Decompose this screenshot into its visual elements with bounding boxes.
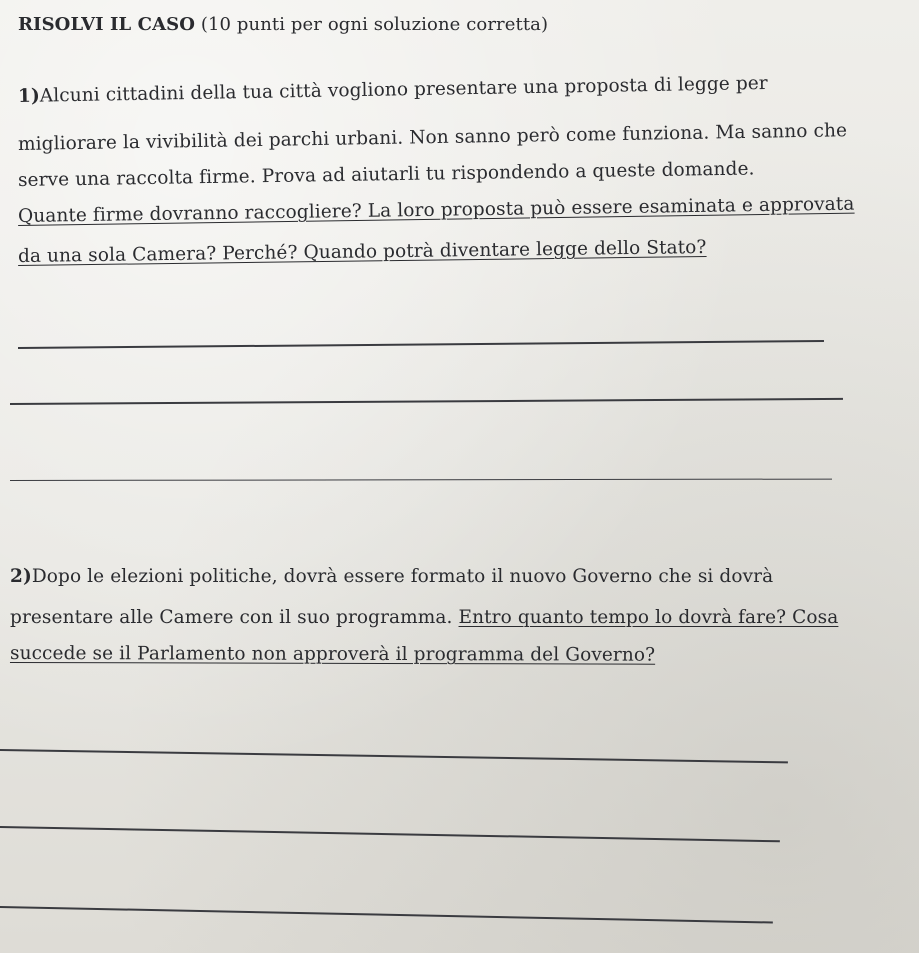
answer-line[interactable]: [0, 906, 773, 923]
question-1-number: 1): [17, 85, 41, 107]
exercise-title-bold: RISOLVI IL CASO: [18, 14, 196, 35]
question-2-number: 2): [10, 566, 32, 587]
answer-line[interactable]: [18, 340, 824, 349]
exercise-title-points: (10 punti per ogni soluzione corretta): [195, 14, 549, 35]
question-1-line-5: da una sola Camera? Perché? Quando potrà diventare legge dello Stato?: [17, 236, 707, 267]
exercise-title: [18, 14, 548, 35]
answer-line[interactable]: [10, 398, 843, 405]
question-1-line-1: 1)Alcuni cittadini della tua città vogliono presentare una proposta di legge per: [17, 72, 768, 107]
question-1-line-4: Quante firme dovranno raccogliere? La loro proposta può essere esaminata e approvata: [17, 193, 855, 227]
question-2-line-3: succede se il Parlamento non approverà il programma del Governo?: [9, 643, 656, 666]
question-2-line-1: 2)Dopo le elezioni politiche, dovrà essere formato il nuovo Governo che si dovrà: [10, 566, 774, 587]
answer-line[interactable]: [10, 479, 832, 482]
question-1-line-3: serve una raccolta firme. Prova ad aiutarli tu rispondendo a queste domande.: [17, 158, 755, 191]
answer-line[interactable]: [0, 749, 788, 763]
answer-line[interactable]: [0, 826, 780, 842]
question-1-line-2: migliorare la vivibilità dei parchi urbani. Non sanno però come funziona. Ma sanno che: [17, 120, 848, 155]
question-2-line-2: presentare alle Camere con il suo programma. Entro quanto tempo lo dovrà fare? Cosa: [10, 607, 839, 628]
